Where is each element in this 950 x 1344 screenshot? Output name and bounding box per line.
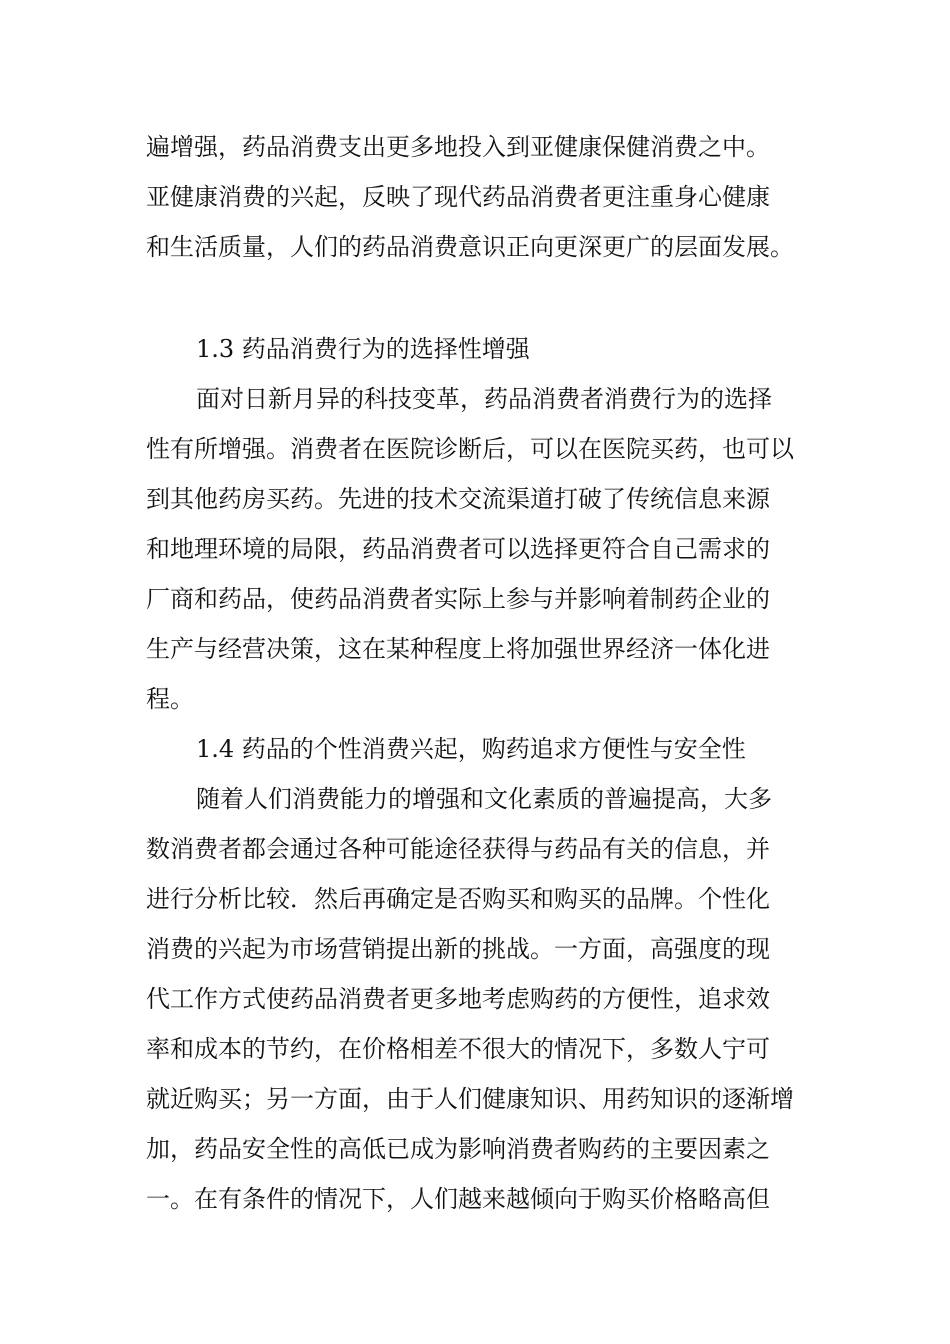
document-body (146, 324, 806, 1224)
paragraph-line: 和地理环境的局限，药品消费者可以选择更符合自己需求的 (146, 535, 770, 563)
paragraph-line: 一。在有条件的情况下，人们越来越倾向于购买价格略高但 (146, 1185, 770, 1213)
paragraph-line: 亚健康消费的兴起，反映了现代药品消费者更注重身心健康 (146, 183, 770, 211)
paragraph-line: 数消费者都会通过各种可能途径获得与药品有关的信息，并 (146, 835, 770, 863)
section-heading-1-3: 1.3 药品消费行为的选择性增强 (196, 335, 530, 363)
intro-paragraph (146, 122, 806, 272)
paragraph-line: 厂商和药品，使药品消费者实际上参与并影响着制药企业的 (146, 585, 770, 613)
paragraph-line: 和生活质量，人们的药品消费意识正向更深更广的层面发展。 (146, 233, 794, 261)
paragraph-line: 到其他药房买药。先进的技术交流渠道打破了传统信息来源 (146, 485, 770, 513)
paragraph-line: 就近购买；另一方面，由于人们健康知识、用药知识的逐渐增 (146, 1085, 794, 1113)
paragraph-line: 随着人们消费能力的增强和文化素质的普遍提高，大多 (196, 785, 772, 813)
paragraph-line: 代工作方式使药品消费者更多地考虑购药的方便性，追求效 (146, 985, 770, 1013)
paragraph-line: 进行分析比较．然后再确定是否购买和购买的品牌。个性化 (146, 885, 770, 913)
section-heading-1-4: 1.4 药品的个性消费兴起，购药追求方便性与安全性 (196, 735, 746, 763)
paragraph-line: 性有所增强。消费者在医院诊断后，可以在医院买药，也可以 (146, 435, 794, 463)
paragraph-line: 加，药品安全性的高低已成为影响消费者购药的主要因素之 (146, 1135, 770, 1163)
paragraph-line: 程。 (146, 685, 194, 713)
paragraph-line: 遍增强，药品消费支出更多地投入到亚健康保健消费之中。 (146, 133, 770, 161)
paragraph-line: 生产与经营决策，这在某种程度上将加强世界经济一体化进 (146, 635, 770, 663)
paragraph-line: 消费的兴起为市场营销提出新的挑战。一方面，高强度的现 (146, 935, 770, 963)
paragraph-line: 率和成本的节约，在价格相差不很大的情况下，多数人宁可 (146, 1035, 770, 1063)
paragraph-line: 面对日新月异的科技变革，药品消费者消费行为的选择 (196, 385, 772, 413)
